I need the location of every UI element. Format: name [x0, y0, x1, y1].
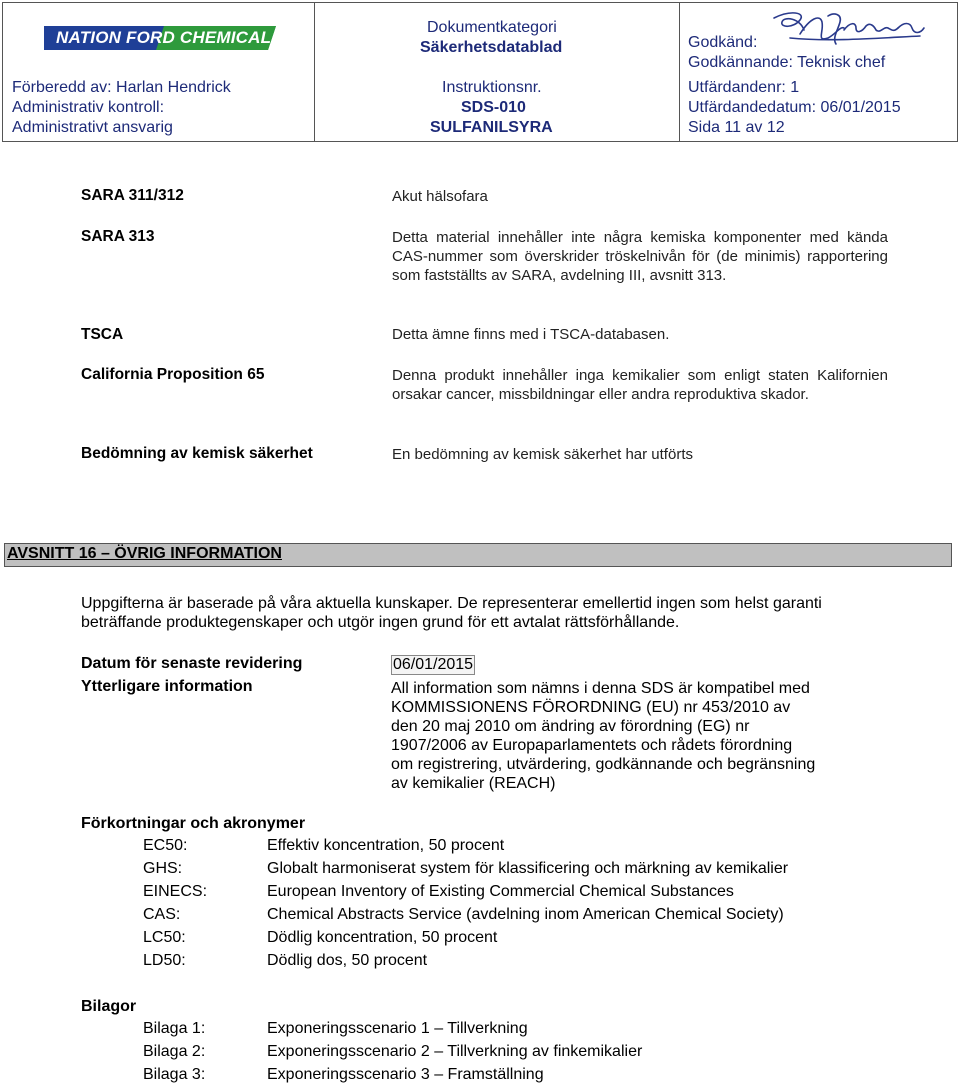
reg-label-sara-311: SARA 311/312 — [81, 187, 184, 204]
reg-text-sara-313: Detta material innehåller inte några kemiska komponenter med kända CAS-nummer som överskrider tröskelnivån för (de minimis) rapportering som fastställts av SARA, avdelning III, avsnitt 313. — [392, 229, 888, 284]
admin-control: Administrativ kontroll: — [12, 99, 165, 116]
abbr-term: CAS: — [143, 906, 181, 923]
more-info-line: av kemikalier (REACH) — [391, 775, 556, 792]
instruction-number: SDS-010 — [461, 99, 526, 116]
reg-label-sara-313: SARA 313 — [81, 228, 155, 245]
logo-text: NATION FORD CHEMICAL — [56, 28, 272, 47]
reg-text-sara-311: Akut hälsofara — [392, 188, 488, 205]
attachment-label: Bilaga 2: — [143, 1043, 206, 1060]
product-name: SULFANILSYRA — [430, 119, 553, 136]
abbr-term: GHS: — [143, 860, 183, 877]
attachment-title: Exponeringsscenario 1 – Tillverkning — [267, 1020, 528, 1037]
prepared-by: Förberedd av: Harlan Hendrick — [12, 79, 231, 96]
signature-image — [770, 8, 930, 52]
reg-text-prop65: Denna produkt innehåller inga kemikalier som enligt staten Kalifornien orsakar cancer, missbildningar eller andra reproduktiva skador. — [392, 367, 888, 403]
section-16-title: AVSNITT 16 – ÖVRIG INFORMATION — [7, 545, 282, 562]
abbr-term: EINECS: — [143, 883, 208, 900]
instruction-label: Instruktionsnr. — [442, 79, 542, 96]
abbr-definition: Dödlig dos, 50 procent — [267, 952, 428, 969]
more-info-line: All information som nämns i denna SDS är kompatibel med — [391, 680, 810, 697]
abbr-definition: Dödlig koncentration, 50 procent — [267, 929, 498, 946]
section-16-header — [4, 543, 952, 567]
reg-text-chem-safety: En bedömning av kemisk säkerhet har utförts — [392, 446, 693, 463]
issue-date: Utfärdandedatum: 06/01/2015 — [688, 99, 901, 116]
attachment-title: Exponeringsscenario 3 – Framställning — [267, 1066, 544, 1083]
doc-category-label: Dokumentkategori — [427, 19, 557, 36]
abbr-definition: Effektiv koncentration, 50 procent — [267, 837, 505, 854]
attachment-label: Bilaga 3: — [143, 1066, 206, 1083]
reg-text-tsca: Detta ämne finns med i TSCA-databasen. — [392, 326, 670, 343]
doc-category-value: Säkerhetsdatablad — [420, 39, 563, 56]
attachment-label: Bilaga 1: — [143, 1020, 206, 1037]
abbr-definition: Chemical Abstracts Service (avdelning inom American Chemical Society) — [267, 906, 784, 923]
abbr-term: LC50: — [143, 929, 186, 946]
issue-number: Utfärdandenr: 1 — [688, 79, 800, 96]
section-16-intro: Uppgifterna är baserade på våra aktuella kunskaper. De representerar emellertid ingen som helst garanti beträffande produktegenskaper och utgör ingen grund för ett avtalat rättsförhållande. — [81, 595, 822, 631]
admin-responsible: Administrativt ansvarig — [12, 119, 173, 136]
abbr-term: LD50: — [143, 952, 186, 969]
reg-label-prop65: California Proposition 65 — [81, 366, 265, 383]
attachments-title: Bilagor — [81, 998, 137, 1015]
attachment-title: Exponeringsscenario 2 – Tillverkning av finkemikalier — [267, 1043, 643, 1060]
more-info-line: den 20 maj 2010 om ändring av förordning (EG) nr — [391, 718, 750, 735]
approved-label: Godkänd: — [688, 34, 758, 51]
abbr-definition: Globalt harmoniserat system för klassificering och märkning av kemikalier — [267, 860, 789, 877]
more-info-label: Ytterligare information — [81, 678, 253, 695]
revision-date: 06/01/2015 — [393, 656, 474, 673]
abbr-definition: European Inventory of Existing Commercial Chemical Substances — [267, 883, 734, 900]
approver: Godkännande: Teknisk chef — [688, 54, 886, 71]
more-info-line: 1907/2006 av Europaparlamentets och rådets förordning — [391, 737, 793, 754]
revision-label: Datum för senaste revidering — [81, 655, 303, 672]
abbr-title: Förkortningar och akronymer — [81, 815, 306, 832]
more-info-line: KOMMISSIONENS FÖRORDNING (EU) nr 453/2010 av — [391, 699, 791, 716]
more-info-text — [391, 679, 815, 793]
company-logo — [44, 24, 276, 52]
abbr-term: EC50: — [143, 837, 188, 854]
reg-label-chem-safety: Bedömning av kemisk säkerhet — [81, 445, 313, 462]
page-number: Sida 11 av 12 — [688, 119, 785, 136]
reg-label-tsca: TSCA — [81, 326, 124, 343]
more-info-line: om registrering, utvärdering, godkännande och begränsning — [391, 756, 816, 773]
